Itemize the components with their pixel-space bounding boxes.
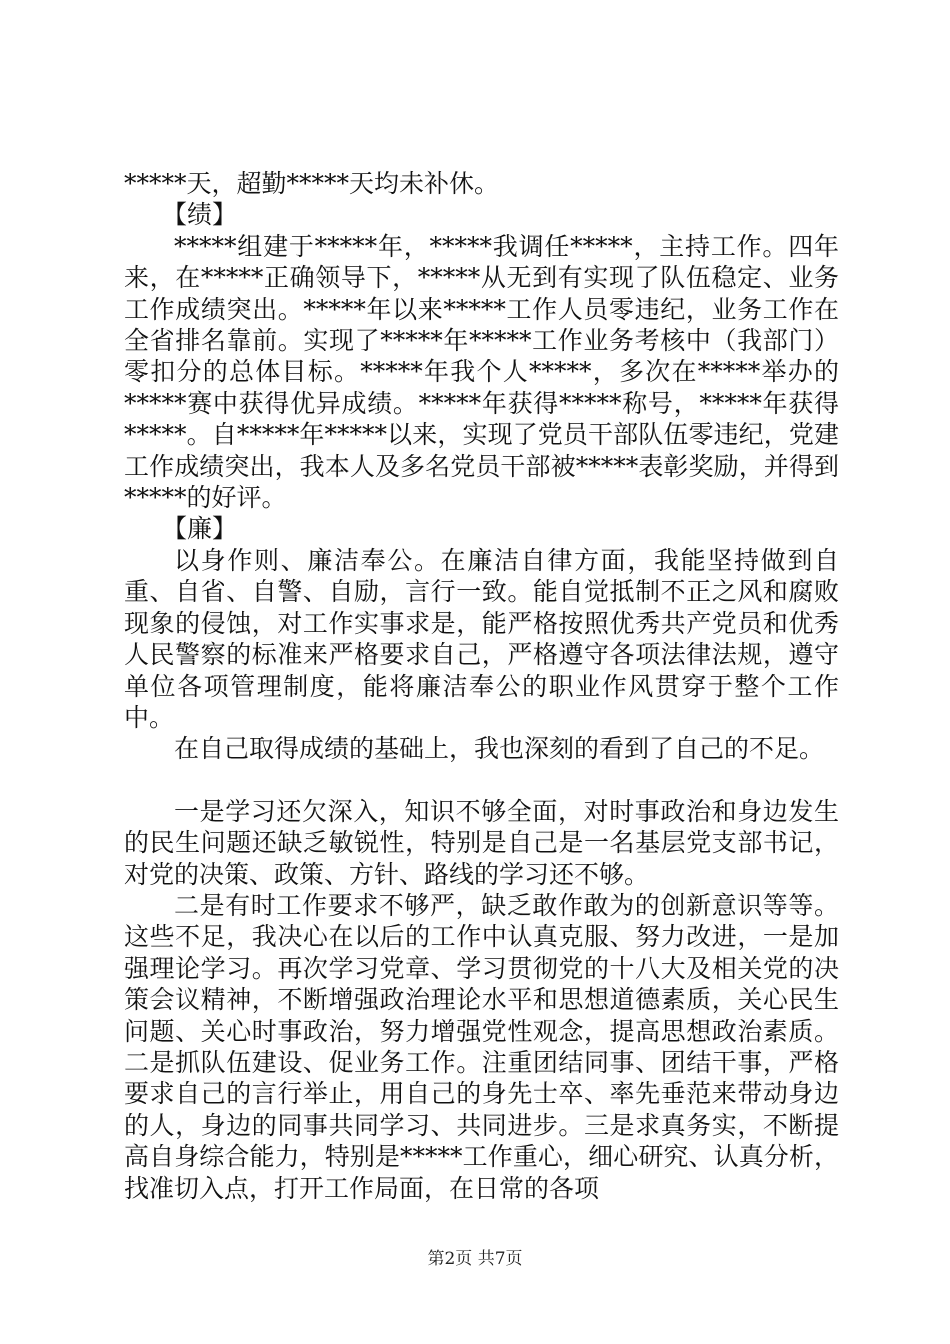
paragraph-shortcoming-one: 一是学习还欠深入，知识不够全面，对时事政治和身边发生的民生问题还缺乏敏锐性，特别是自己是一名基层党支部书记，对党的决策、政策、方针、路线的学习还不够。 xyxy=(124,796,839,889)
section-heading-integrity: 【廉】 xyxy=(162,514,238,544)
document-body xyxy=(124,168,839,1204)
paragraph-shortcoming-two: 二是有时工作要求不够严，缺乏敢作敢为的创新意识等等。这些不足，我决心在以后的工作中认真克服、努力改进，一是加强理论学习。再次学习党章、学习贯彻党的十八大及相关党的决策会议精神，不断增强政治理论水平和思想道德素质，关心民生问题、关心时事政治，努力增强党性观念，提高思想政治素质。二是抓队伍建设、促业务工作。注重团结同事、团结干事，严格要求自己的言行举止，用自己的身先士卒、率先垂范来带动身边的人，身边的同事共同学习、共同进步。三是求真务实，不断提高自身综合能力，特别是*****工作重心，细心研究、认真分析，找准切入点，打开工作局面，在日常的各项 xyxy=(124,890,839,1203)
page-number-footer: 第2页 共7页 xyxy=(427,1249,523,1269)
paragraph-performance: *****组建于*****年，*****我调任*****，主持工作。四年来，在*****正确领导下，*****从无到有实现了队伍稳定、业务工作成绩突出。*****年以来*****工作人员零违纪，业务工作在全省排名靠前。实现了*****年*****工作业务考核中（我部门）零扣分的总体目标。*****年我个人*****，多次在*****举办的*****赛中获得优异成绩。*****年获得*****称号，*****年获得*****。自*****年*****以来，实现了党员干部队伍零违纪，党建工作成绩突出，我本人及多名党员干部被*****表彰奖励，并得到*****的好评。 xyxy=(124,231,839,513)
paragraph-overtime: *****天，超勤*****天均未补休。 xyxy=(124,169,500,198)
paragraph-integrity: 以身作则、廉洁奉公。在廉洁自律方面，我能坚持做到自重、自省、自警、自励，言行一致。能自觉抵制不正之风和腐败现象的侵蚀，对工作实事求是，能严格按照优秀共产党员和优秀人民警察的标准来严格要求自己，严格遵守各项法律法规，遵守单位各项管理制度，能将廉洁奉公的职业作风贯穿于整个工作中。 xyxy=(124,545,839,732)
section-heading-performance: 【绩】 xyxy=(162,200,238,230)
paragraph-shortcomings-intro: 在自己取得成绩的基础上，我也深刻的看到了自己的不足。 xyxy=(174,734,825,764)
